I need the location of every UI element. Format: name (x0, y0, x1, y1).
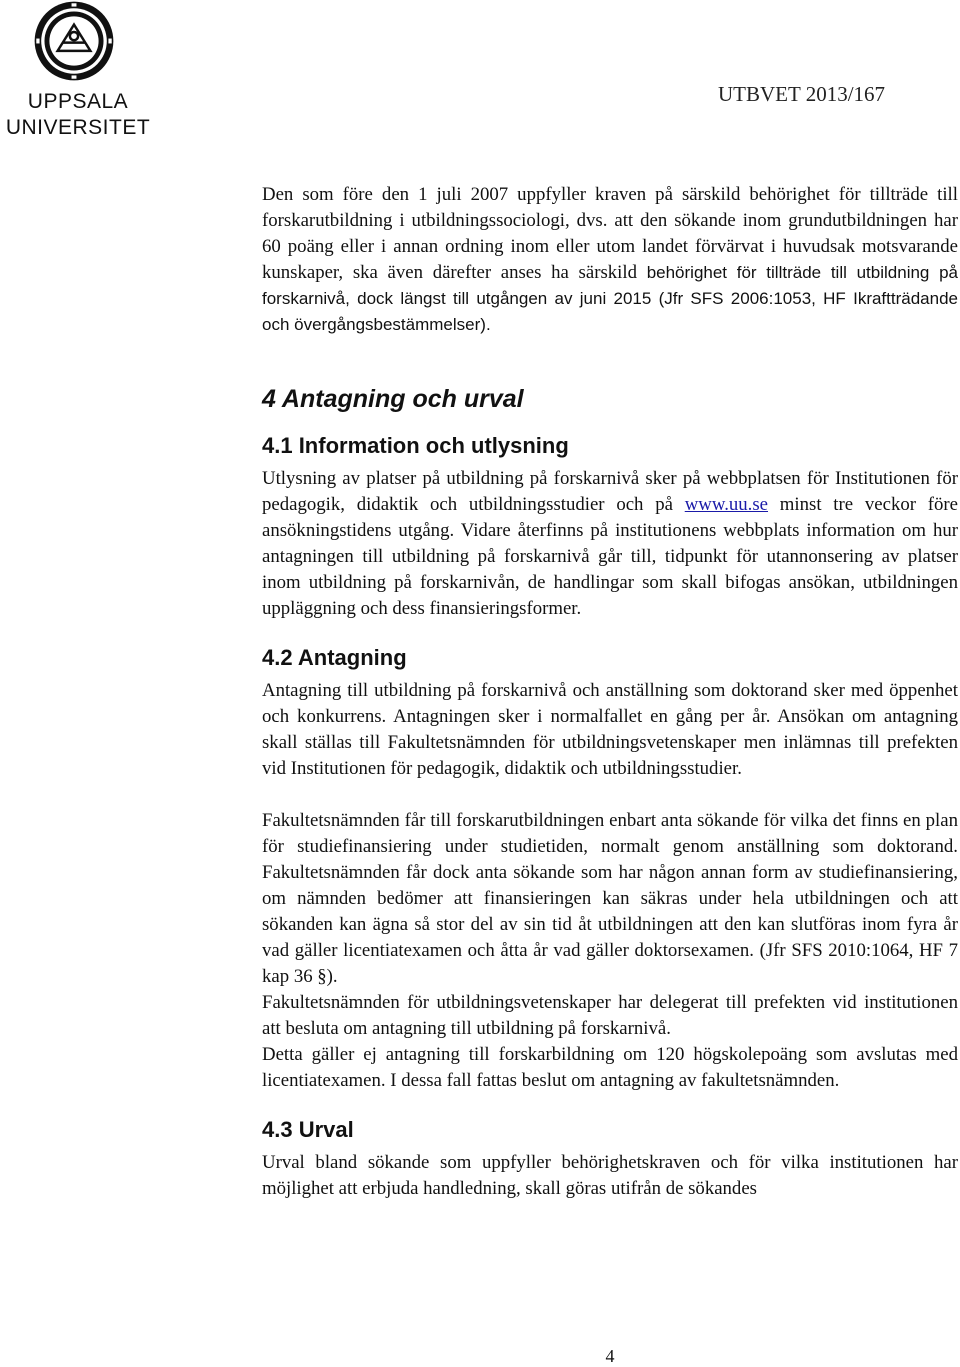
intro-paragraph (262, 182, 958, 338)
section-4-2-paragraph-1: Antagning till utbildning på forskarnivå och anställning som doktorand sker med öppenhet och konkurrens. Antagningen sker i normalfallet en gång per år. Ansökan om antagning skall ställas till Fakultetsnämnden för utbildningsvetenskaper men inlämnas till prefekten vid Institutionen för pedagogik, didaktik och utbildningsstudier. (262, 680, 958, 779)
uu-website-link[interactable]: www.uu.se (684, 494, 769, 515)
section-4-1-text-end: minst tre veckor före ansökningstidens utgång. Vidare återfinns på institutionens webbplats information om hur antagningen till utbildning på forskarnivå går till, tidpunkt för utannonsering av platser inom utbildning på forskarnivån, de handlingar som skall bifogas ansökan, utbildningen uppläggning och dess finansieringsformer. (262, 494, 958, 619)
section-4-2-paragraph-3: Fakultetsnämnden för utbildningsvetenskaper har delegerat till prefekten vid institutionen att besluta om antagning till utbildning på forskarnivå. (262, 992, 958, 1039)
logo-text-uppsala: UPPSALA (27, 90, 129, 113)
intro-text-part2: behörighet för tillträde till utbildning på forskarnivå, dock längst till utgången av juni 2015 (Jfr SFS 2006:1053, HF Ikraftträdande och övergångsbestämmelser). (262, 263, 959, 334)
section-4-1-paragraph (262, 466, 958, 622)
section-4-3-heading: 4.3 Urval (262, 1117, 354, 1142)
document-body (262, 182, 958, 1202)
section-4-heading: 4 Antagning och urval (262, 385, 524, 413)
section-4-2-heading: 4.2 Antagning (262, 645, 407, 670)
page-number: 4 (605, 1346, 615, 1366)
logo-text-universitet: UNIVERSITET (5, 116, 151, 139)
section-4-1-heading: 4.1 Information och utlysning (262, 433, 569, 458)
section-4-3-paragraph-1: Urval bland sökande som uppfyller behörighetskraven och för vilka institutionen har möjlighet att erbjuda handledning, skall göras utifrån de sökandes (262, 1152, 958, 1199)
section-4-2-paragraph-4: Detta gäller ej antagning till forskarbildning om 120 högskolepoäng som avslutas med licentiatexamen. I dessa fall fattas beslut om antagning av fakultetsnämnden. (262, 1044, 958, 1091)
document-reference: UTBVET 2013/167 (718, 82, 886, 106)
intro-text-part1: Den som före den 1 juli 2007 uppfyller kraven på särskild behörighet för tillträde till forskarutbildning i utbildningssociologi, dvs. att den sökande inom grundutbildningen har 60 poäng eller i annan ordning inom eller utom landet förvärvat i huvudsak motsvarande kunskaper, ska även därefter anses ha särskild (262, 184, 958, 283)
university-logo (0, 0, 156, 150)
section-4-1-text-start: Utlysning av platser på utbildning på forskarnivå sker på webbplatsen för Institutionen för pedagogik, didaktik och utbildningsstudier och på (262, 468, 958, 515)
university-seal-icon (33, 0, 115, 82)
section-4-2-paragraph-2: Fakultetsnämnden får till forskarutbildningen enbart anta sökande för vilka det finns en plan för studiefinansiering under studietiden, normalt genom anställning som doktorand. Fakultetsnämnden får dock anta sökande som har någon annan form av studiefinansiering, om nämnden bedömer att finansieringen kan säkras under hela utbildningen och att sökanden kan ägna så stor del av sin tid åt utbildningen att den kan slutföras inom fyra år vad gäller licentiatexamen och åtta år vad gäller doktorsexamen. (Jfr SFS 2010:1064, HF 7 kap 36 §). (262, 810, 958, 987)
